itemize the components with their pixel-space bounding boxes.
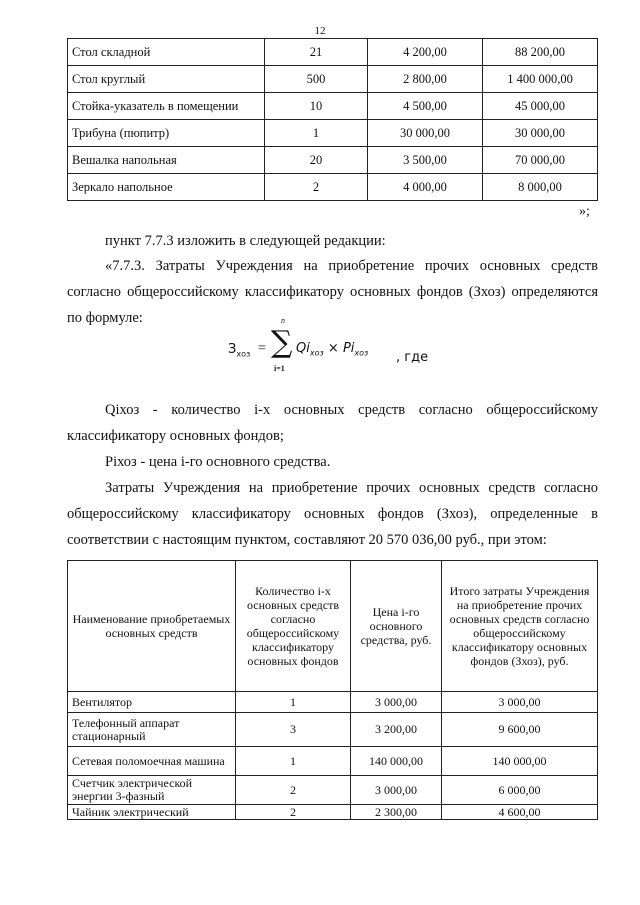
item-price: 3 500,00 <box>368 147 483 174</box>
table-row <box>68 93 598 120</box>
item-total: 3 000,00 <box>442 692 598 713</box>
item-total: 6 000,00 <box>442 776 598 805</box>
item-price: 2 300,00 <box>351 805 442 820</box>
cost-formula <box>228 316 429 382</box>
item-total: 70 000,00 <box>483 147 598 174</box>
header-price: Цена i-го основного средства, руб. <box>351 561 442 692</box>
item-total: 8 000,00 <box>483 174 598 201</box>
paragraph-total-cost: Затраты Учреждения на приобретение прочих основных средств согласно общероссийскому классификатору основных фондов (Зхоз), определенные в соответствии с настоящим пунктом, составляют 20 570 036,00 руб., при этом: <box>67 480 598 548</box>
item-qty: 1 <box>236 747 351 776</box>
item-name: Телефонный аппарат стационарный <box>68 713 236 747</box>
item-qty: 2 <box>265 174 368 201</box>
item-name: Трибуна (пюпитр) <box>68 120 265 147</box>
item-name: Вентилятор <box>68 692 236 713</box>
sum-upper-limit: n <box>281 316 285 325</box>
item-name: Зеркало напольное <box>68 174 265 201</box>
item-price: 4 200,00 <box>368 39 483 66</box>
table-row <box>68 747 598 776</box>
paragraph-q-definition: Qiхоз - количество i-х основных средств согласно общероссийскому классификатору основных фондов; <box>67 402 598 444</box>
table-row <box>68 147 598 174</box>
item-total: 30 000,00 <box>483 120 598 147</box>
item-name: Сетевая поломоечная машина <box>68 747 236 776</box>
item-qty: 500 <box>265 66 368 93</box>
item-name: Чайник электрический <box>68 805 236 820</box>
table-row <box>68 805 598 820</box>
item-name: Вешалка напольная <box>68 147 265 174</box>
header-quantity: Количество i-х основных средств согласно общероссийскому классификатору основных фондов <box>236 561 351 692</box>
table-row <box>68 713 598 747</box>
item-qty: 3 <box>236 713 351 747</box>
item-qty: 2 <box>236 776 351 805</box>
item-name: Стол складной <box>68 39 265 66</box>
closing-quote: »; <box>579 204 590 219</box>
item-price: 2 800,00 <box>368 66 483 93</box>
item-qty: 20 <box>265 147 368 174</box>
item-total: 88 200,00 <box>483 39 598 66</box>
item-qty: 1 <box>236 692 351 713</box>
paragraph-clause-7-7-3: «7.7.3. Затраты Учреждения на приобретение прочих основных средств согласно общероссийскому классификатору основных фондов (Зхоз) определяются по формуле: <box>67 258 598 326</box>
table-row <box>68 776 598 805</box>
table-header-row <box>68 561 598 692</box>
table-row <box>68 692 598 713</box>
table-row <box>68 66 598 93</box>
sum-lower-limit: i=1 <box>274 364 285 373</box>
item-total: 4 600,00 <box>442 805 598 820</box>
item-total: 1 400 000,00 <box>483 66 598 93</box>
equipment-table-continued <box>67 38 598 201</box>
formula-lhs: $З_{хоз}$ <box>228 342 251 359</box>
item-total: 45 000,00 <box>483 93 598 120</box>
item-name: Счетчик электрической энергии 3-фазный <box>68 776 236 805</box>
formula-term: $Qi_{хоз} \times Pi_{хоз}$ <box>296 341 369 358</box>
item-total: 9 600,00 <box>442 713 598 747</box>
page-number: 12 <box>314 25 326 37</box>
formula-equals: = <box>258 341 266 356</box>
item-price: 4 500,00 <box>368 93 483 120</box>
item-price: 3 200,00 <box>351 713 442 747</box>
item-name: Стол круглый <box>68 66 265 93</box>
header-total: Итого затраты Учреждения на приобретение прочих основных средств согласно общероссийскому классификатору основных фондов (Зхоз), руб. <box>442 561 598 692</box>
item-price: 30 000,00 <box>368 120 483 147</box>
table-row <box>68 174 598 201</box>
item-price: 3 000,00 <box>351 692 442 713</box>
sum-symbol: ∑ <box>271 325 293 360</box>
header-item-name: Наименование приобретаемых основных средств <box>68 561 236 692</box>
item-price: 3 000,00 <box>351 776 442 805</box>
item-qty: 1 <box>265 120 368 147</box>
item-price: 140 000,00 <box>351 747 442 776</box>
table-row <box>68 120 598 147</box>
item-price: 4 000,00 <box>368 174 483 201</box>
item-total: 140 000,00 <box>442 747 598 776</box>
table-row <box>68 39 598 66</box>
item-qty: 2 <box>236 805 351 820</box>
paragraph-p-definition: Piхоз - цена i-го основного средства. <box>105 454 331 470</box>
item-qty: 21 <box>265 39 368 66</box>
formula-suffix: , где <box>396 350 429 365</box>
paragraph-amendment: пункт 7.7.3 изложить в следующей редакции: <box>105 233 386 249</box>
fixed-assets-table <box>67 560 598 820</box>
item-name: Стойка-указатель в помещении <box>68 93 265 120</box>
item-qty: 10 <box>265 93 368 120</box>
